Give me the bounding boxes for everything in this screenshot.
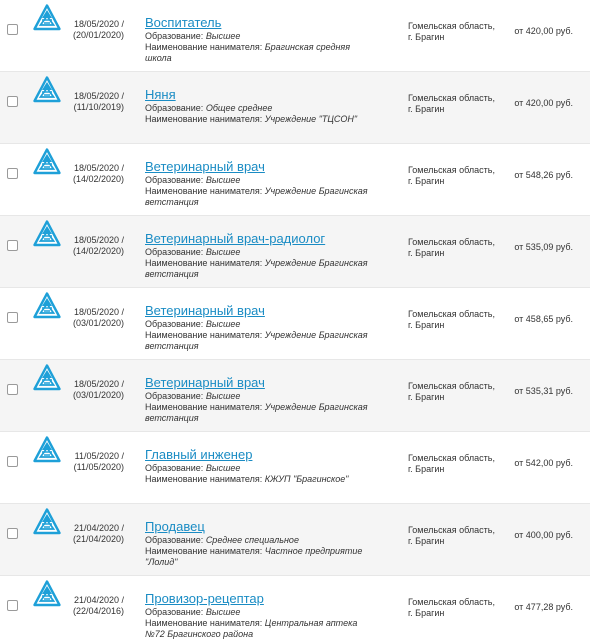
- vacancy-select-checkbox[interactable]: [7, 96, 18, 107]
- vacancy-select-checkbox[interactable]: [7, 240, 18, 251]
- employer-line: [145, 402, 375, 424]
- vacancy-salary: от 400,00 руб.: [514, 530, 573, 540]
- vacancy-details: [145, 31, 375, 64]
- vacancy-location: Гомельская область, г. Брагин: [408, 453, 495, 474]
- employer-label: Наименование нанимателя:: [145, 42, 263, 52]
- employment-service-logo-icon: [33, 580, 61, 608]
- date-updated: (14/02/2020): [72, 174, 124, 184]
- education-label: Образование:: [145, 535, 204, 545]
- vacancy-salary: от 477,28 руб.: [514, 602, 573, 612]
- vacancy-dates: [64, 19, 124, 41]
- education-line: [145, 391, 375, 402]
- vacancy-row: [0, 216, 590, 288]
- employer-value: Учреждение "ТЦСОН": [264, 114, 358, 124]
- date-posted: 18/05/2020 /: [73, 163, 124, 173]
- employment-service-logo-icon: [33, 220, 61, 248]
- employer-value: КЖУП "Брагинское": [264, 474, 349, 484]
- vacancy-dates: [64, 379, 124, 401]
- education-value: Общее среднее: [205, 103, 273, 113]
- employer-label: Наименование нанимателя:: [145, 186, 263, 196]
- employer-value: Учреждение Брагинская ветстанция: [145, 186, 368, 207]
- vacancy-location: Гомельская область, г. Брагин: [408, 597, 495, 618]
- date-posted: 21/04/2020 /: [73, 595, 124, 605]
- vacancy-title-link[interactable]: Ветеринарный врач: [145, 375, 265, 390]
- date-posted: 18/05/2020 /: [73, 379, 124, 389]
- vacancy-row: [0, 288, 590, 360]
- employer-line: [145, 114, 375, 125]
- vacancy-details: [145, 247, 375, 280]
- vacancy-details: [145, 535, 375, 568]
- vacancy-row: [0, 576, 590, 639]
- employment-service-logo-icon: [33, 4, 61, 32]
- education-label: Образование:: [145, 247, 204, 257]
- vacancy-salary: от 542,00 руб.: [514, 458, 573, 468]
- education-label: Образование:: [145, 463, 204, 473]
- vacancy-dates: [64, 307, 124, 329]
- education-value: Высшее: [205, 463, 241, 473]
- education-value: Высшее: [205, 391, 241, 401]
- vacancy-row: [0, 360, 590, 432]
- vacancy-select-checkbox[interactable]: [7, 456, 18, 467]
- education-value: Высшее: [205, 319, 241, 329]
- vacancy-location: Гомельская область, г. Брагин: [408, 381, 495, 402]
- employment-service-logo-icon: [33, 148, 61, 176]
- vacancy-salary: от 420,00 руб.: [514, 26, 573, 36]
- vacancy-salary: от 535,31 руб.: [514, 386, 573, 396]
- date-updated: (03/01/2020): [72, 318, 124, 328]
- vacancy-row: [0, 144, 590, 216]
- education-label: Образование:: [145, 31, 204, 41]
- vacancy-row: [0, 0, 590, 72]
- employer-label: Наименование нанимателя:: [145, 330, 263, 340]
- education-line: [145, 31, 375, 42]
- employment-service-logo-icon: [33, 508, 61, 536]
- education-value: Высшее: [205, 175, 241, 185]
- vacancy-details: [145, 391, 375, 424]
- vacancy-dates: [64, 91, 124, 113]
- education-label: Образование:: [145, 319, 204, 329]
- employer-line: [145, 42, 375, 64]
- employer-value: Учреждение Брагинская ветстанция: [145, 330, 368, 351]
- vacancy-title-link[interactable]: Ветеринарный врач: [145, 303, 265, 318]
- vacancy-salary: от 535,09 руб.: [514, 242, 573, 252]
- employer-value: Брагинская средняя школа: [145, 42, 351, 63]
- date-updated: (14/02/2020): [72, 246, 124, 256]
- education-line: [145, 463, 375, 474]
- vacancy-dates: [64, 523, 124, 545]
- vacancy-title-link[interactable]: Ветеринарный врач: [145, 159, 265, 174]
- employer-line: [145, 618, 375, 640]
- employer-label: Наименование нанимателя:: [145, 474, 263, 484]
- vacancy-salary: от 458,65 руб.: [514, 314, 573, 324]
- date-updated: (21/04/2020): [72, 534, 124, 544]
- vacancy-select-checkbox[interactable]: [7, 24, 18, 35]
- vacancy-select-checkbox[interactable]: [7, 528, 18, 539]
- vacancy-title-link[interactable]: Няня: [145, 87, 176, 102]
- employer-line: [145, 474, 375, 485]
- date-posted: 21/04/2020 /: [73, 523, 124, 533]
- employment-service-logo-icon: [33, 436, 61, 464]
- education-line: [145, 175, 375, 186]
- employer-label: Наименование нанимателя:: [145, 258, 263, 268]
- vacancy-row: [0, 72, 590, 144]
- vacancy-details: [145, 319, 375, 352]
- vacancy-details: [145, 103, 375, 125]
- education-line: [145, 535, 375, 546]
- date-posted: 18/05/2020 /: [73, 91, 124, 101]
- employer-line: [145, 330, 375, 352]
- vacancy-location: Гомельская область, г. Брагин: [408, 165, 495, 186]
- education-value: Среднее специальное: [205, 535, 299, 545]
- employer-label: Наименование нанимателя:: [145, 114, 263, 124]
- education-line: [145, 103, 375, 114]
- employer-line: [145, 546, 375, 568]
- employer-line: [145, 186, 375, 208]
- vacancy-select-checkbox[interactable]: [7, 168, 18, 179]
- vacancy-row: [0, 504, 590, 576]
- education-label: Образование:: [145, 607, 204, 617]
- vacancy-title-link[interactable]: Провизор-рецептар: [145, 591, 264, 606]
- vacancy-details: [145, 175, 375, 208]
- vacancy-salary: от 420,00 руб.: [514, 98, 573, 108]
- employer-label: Наименование нанимателя:: [145, 546, 263, 556]
- date-updated: (11/10/2019): [73, 102, 124, 112]
- vacancy-location: Гомельская область, г. Брагин: [408, 21, 495, 42]
- date-updated: (03/01/2020): [72, 390, 124, 400]
- vacancy-title-link[interactable]: Продавец: [145, 519, 205, 534]
- vacancy-salary: от 548,26 руб.: [514, 170, 573, 180]
- vacancy-title-link[interactable]: Ветеринарный врач-радиолог: [145, 231, 326, 246]
- education-line: [145, 607, 375, 618]
- vacancy-dates: [64, 235, 124, 257]
- employer-value: Учреждение Брагинская ветстанция: [145, 402, 368, 423]
- education-value: Высшее: [205, 31, 241, 41]
- employer-value: Частное предприятие "Лолид": [145, 546, 363, 567]
- vacancy-select-checkbox[interactable]: [7, 384, 18, 395]
- vacancy-location: Гомельская область, г. Брагин: [408, 525, 495, 546]
- vacancy-details: [145, 607, 375, 640]
- vacancy-details: [145, 463, 375, 485]
- education-value: Высшее: [205, 247, 241, 257]
- vacancy-title-link[interactable]: Главный инженер: [145, 447, 253, 462]
- employment-service-logo-icon: [33, 76, 61, 104]
- date-posted: 18/05/2020 /: [73, 235, 124, 245]
- date-posted: 11/05/2020 /: [74, 451, 124, 461]
- employer-label: Наименование нанимателя:: [145, 618, 263, 628]
- education-value: Высшее: [205, 607, 241, 617]
- vacancy-row: [0, 432, 590, 504]
- date-posted: 18/05/2020 /: [73, 19, 124, 29]
- employer-label: Наименование нанимателя:: [145, 402, 263, 412]
- date-updated: (20/01/2020): [72, 30, 124, 40]
- date-updated: (22/04/2016): [72, 606, 124, 616]
- date-posted: 18/05/2020 /: [73, 307, 124, 317]
- education-line: [145, 247, 375, 258]
- vacancy-select-checkbox[interactable]: [7, 600, 18, 611]
- date-updated: (11/05/2020): [73, 462, 124, 472]
- vacancy-dates: [64, 163, 124, 185]
- employment-service-logo-icon: [33, 364, 61, 392]
- vacancy-select-checkbox[interactable]: [7, 312, 18, 323]
- education-label: Образование:: [145, 391, 204, 401]
- vacancy-location: Гомельская область, г. Брагин: [408, 93, 495, 114]
- vacancy-title-link[interactable]: Воспитатель: [145, 15, 222, 30]
- employer-value: Центральная аптека №72 Брагинского района: [145, 618, 358, 639]
- vacancy-dates: [64, 595, 124, 617]
- education-label: Образование:: [145, 103, 204, 113]
- vacancy-location: Гомельская область, г. Брагин: [408, 309, 495, 330]
- employer-value: Учреждение Брагинская ветстанция: [145, 258, 368, 279]
- vacancy-location: Гомельская область, г. Брагин: [408, 237, 495, 258]
- education-label: Образование:: [145, 175, 204, 185]
- employment-service-logo-icon: [33, 292, 61, 320]
- education-line: [145, 319, 375, 330]
- vacancy-dates: [64, 451, 124, 473]
- employer-line: [145, 258, 375, 280]
